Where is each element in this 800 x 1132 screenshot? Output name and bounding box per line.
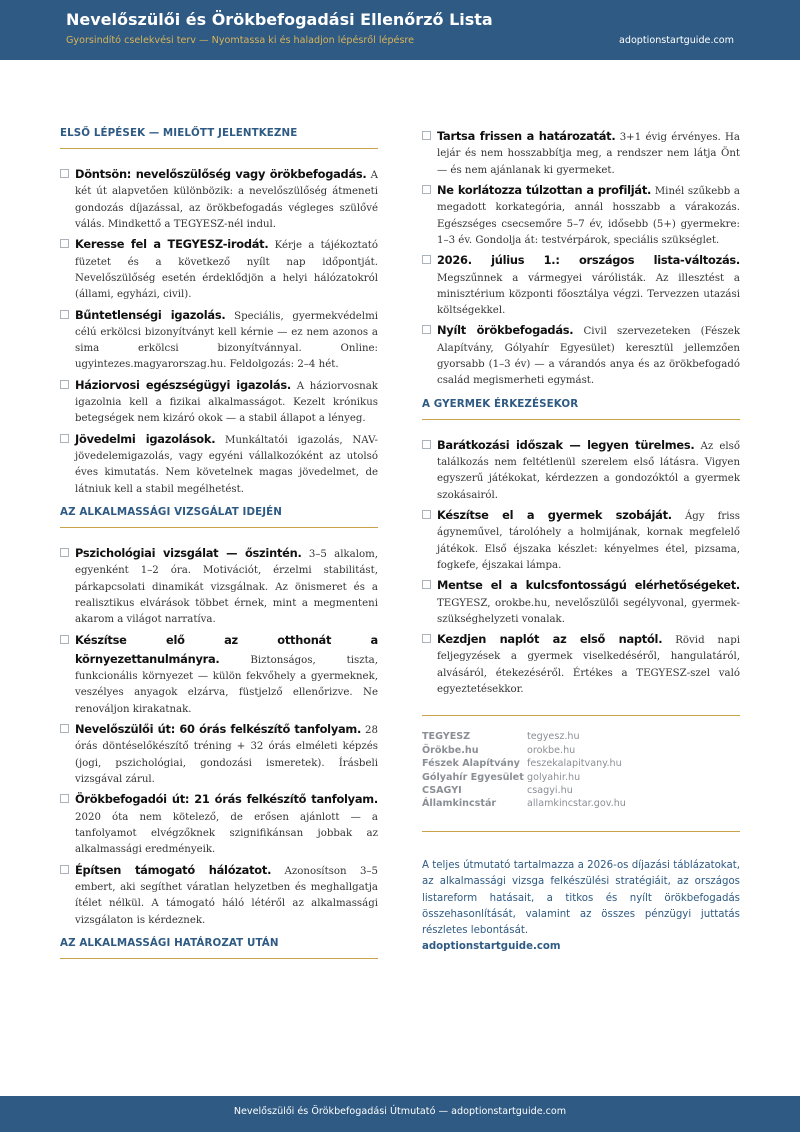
page-title: Nevelőszülői és Örökbefogadási Ellenőrző Lista [66, 10, 493, 29]
page-header [0, 0, 800, 60]
item-text: Civil szervezeteken (Fészek Alapítvány, Gólyahír Egyesület) keresztül jellemzően gyorsabb (1–3 év) — a várandós anya és az örökbefogadó család megismerheti egymást. [437, 326, 740, 387]
resource-url[interactable]: feszekalapitvany.hu [527, 758, 622, 770]
checklist-item [422, 576, 740, 628]
item-text: Az első találkozás nem feltétlenül szerelem első látásra. Vigyen egyszerű játékokat, kérdezzen a gondozóktól a gyermek szokásairól. [437, 440, 740, 501]
item-text: Azonosítson 3–5 embert, aki segíthet váratlan helyzetben és meghallgatja ítélet nélkül. A támogató háló létéről az alkalmassági vizsgálaton is kérdeznek. [75, 865, 379, 926]
checklist-item [422, 321, 740, 389]
resource-name: Államkincstár [422, 798, 497, 810]
item-title: Készítse el a gyermek szobáját. [437, 507, 672, 522]
checkbox-icon[interactable] [60, 239, 69, 248]
right-column [422, 127, 740, 956]
section-title: AZ ALKALMASSÁGI VIZSGÁLAT IDEJÉN [60, 506, 378, 528]
checkbox-icon[interactable] [60, 169, 69, 178]
item-title: Barátkozási időszak — legyen türelmes. [437, 437, 695, 452]
checklist-item [422, 181, 740, 249]
item-text: A háziorvosnak igazolnia kell a fizikai alkalmasságot. Kezelt krónikus betegségek nem kizáró okok — a stabil állapot a lényeg. [75, 380, 378, 425]
item-text: Munkáltatói igazolás, NAV-jövedelemigazolás, vagy egyéni vállalkozóként az utolsó éves kimutatás. Nem követelnek magas jövedelmet, de látniuk kell a stabil megélhetést. [75, 434, 378, 495]
footer-text: Nevelőszülői és Örökbefogadási Útmutató — adoptionstartguide.com [233, 1106, 567, 1117]
divider [422, 831, 740, 832]
checklist-item [422, 630, 740, 698]
item-title: 2026. július 1.: országos lista-változás. [437, 253, 740, 268]
resource-url[interactable]: orokbe.hu [527, 744, 576, 756]
item-text: 3–5 alkalom, egyenként 1–2 óra. Motivációt, érzelmi stabilitást, párkapcsolati dinamikát vizsgálnak. Az önismeret és a realisztikus elvárások többet érnek, mint a megmenteni akarom a világot narratíva. [75, 548, 378, 626]
divider [422, 715, 740, 716]
checkbox-icon[interactable] [60, 724, 69, 733]
checkbox-icon[interactable] [422, 580, 431, 589]
checkbox-icon[interactable] [422, 131, 431, 140]
section-title: A GYERMEK ÉRKEZÉSEKOR [422, 398, 740, 420]
promo-text: A teljes útmutató tartalmazza a 2026-os díjazási táblázatokat, az alkalmassági vizsga felkészülési stratégiáit, az országos listareform hatásait, a titkos és nyílt örökbefogadás összehasonlítását, valamint az összes pénzügyi juttatás részletes lebontását. [422, 859, 740, 937]
resource-name: Fészek Alapítvány [422, 758, 520, 770]
item-title: Bűntetlenségi igazolás. [75, 307, 226, 322]
resource-name: Örökbe.hu [422, 744, 479, 756]
checkbox-icon[interactable] [60, 548, 69, 557]
checklist-item [60, 544, 378, 629]
item-title: Nyílt örökbefogadás. [437, 323, 574, 338]
checklist-item [60, 235, 378, 303]
item-title: Pszichológiai vizsgálat — őszintén. [75, 545, 302, 560]
section-title: ELSŐ LÉPÉSEK — MIELŐTT JELENTKEZNE [60, 127, 378, 149]
item-text: Minél szűkebb a megadott korkategória, annál hosszabb a várakozás. Egészséges csecsemőre 5–7 év, idősebb (5+) gyermekre: 1–3 év. Gondolja át: testvérpárok, speciális szükséglet. [437, 185, 740, 246]
checkbox-icon[interactable] [422, 255, 431, 264]
item-title: Nevelőszülői út: 60 órás felkészítő tanfolyam. [75, 722, 362, 737]
checkbox-icon[interactable] [422, 185, 431, 194]
item-text: A két út alapvetően különbözik: a nevelőszülőség átmeneti gondozás díjazással, az örökbefogadás végleges szülővé válás. Mindkettő a TEGYESZ-nél indul. [75, 170, 378, 230]
item-text: Rövid napi feljegyzések a gyermek viselkedéséről, hangulatáról, alvásáról, étekezéséről. Értékes a TEGYESZ-szel való egyeztetésekkor. [437, 635, 740, 696]
item-text: Megszűnnek a vármegyei várólisták. Az illesztést a minisztérium központi főosztálya végzi. Tervezzen utazási költségekkel. [437, 272, 740, 317]
item-text: TEGYESZ, orokbe.hu, nevelőszülői segélyvonal, gyermek-szükséghelyzeti vonalak. [437, 597, 740, 625]
item-text: 2020 óta nem kötelező, de erősen ajánlott — a tanfolyamot elvégzőknek szignifikánsan jobbak az alkalmassági eredményeik. [75, 811, 378, 856]
item-title: Építsen támogató hálózatot. [75, 862, 272, 877]
checkbox-icon[interactable] [60, 434, 69, 443]
item-text: 3+1 évig érvényes. Ha lejár és nem hosszabbítja meg, a rendszer nem látja Önt — és nem ajánlanak ki gyermeket. [437, 132, 741, 176]
item-title: Ne korlátozza túlzottan a profilját. [437, 182, 652, 197]
item-title: Kezdjen naplót az első naptól. [437, 632, 663, 647]
resource-url[interactable]: allamkincstar.gov.hu [527, 798, 626, 810]
checklist-item [60, 430, 378, 498]
resource-name: CSAGYI [422, 785, 462, 797]
item-title: Mentse el a kulcsfontosságú elérhetőségeket. [437, 578, 740, 593]
checkbox-icon[interactable] [422, 634, 431, 643]
item-text: Speciális, gyermekvédelmi célú erkölcsi bizonyítványt kell kérnie — ez nem azonos a sima erkölcsi bizonyítvánnyal. Online: ugyintezes.magyarorszag.hu. Feldolgozás: 2–4 hét. [75, 310, 378, 371]
checkbox-icon[interactable] [60, 865, 69, 874]
checklist-item [422, 506, 740, 574]
resource-url[interactable]: golyahir.hu [527, 771, 581, 783]
checkbox-icon[interactable] [422, 440, 431, 449]
checkbox-icon[interactable] [60, 635, 69, 644]
item-title: Örökbefogadói út: 21 órás felkészítő tanfolyam. [75, 792, 378, 807]
checkbox-icon[interactable] [422, 510, 431, 519]
resource-url[interactable]: tegyesz.hu [527, 731, 580, 743]
page-footer [0, 1096, 800, 1132]
item-title: Jövedelmi igazolások. [75, 431, 216, 446]
item-text: 28 órás döntéselőkészítő tréning + 32 órás elméleti képzés (jogi, pszichológiai, gondozási ismeretek). Írásbeli vizsgával zárul. [75, 725, 378, 785]
checklist-item [422, 251, 740, 319]
checklist-item [60, 306, 378, 374]
section-title: AZ ALKALMASSÁGI HATÁROZAT UTÁN [60, 937, 378, 959]
item-text: Ágy friss ágyneművel, tárolóhely a holmijának, kornak megfelelő játékok. Első éjszaka készlet: kényelmes étel, pizsama, fogkefe, éjszakai lámpa. [437, 510, 740, 571]
checklist-item [422, 127, 740, 179]
resource-name: Gólyahír Egyesület [422, 771, 524, 783]
item-title: Keresse fel a TEGYESZ-irodát. [75, 237, 269, 252]
item-title: Készítse elő az otthonát a környezettanulmányra. [75, 632, 378, 666]
item-title: Döntsön: nevelőszülőség vagy örökbefogadás. [75, 167, 367, 181]
resource-url[interactable]: csagyi.hu [527, 785, 573, 797]
checkbox-icon[interactable] [60, 380, 69, 389]
checklist-item [422, 436, 740, 504]
checkbox-icon[interactable] [422, 325, 431, 334]
page-subtitle: Gyorsindító cselekvési terv — Nyomtassa ki és haladjon lépésről lépésre [66, 35, 415, 46]
checklist-item [60, 631, 378, 719]
item-text: Biztonságos, tiszta, funkcionális környezet — külön fekvőhely a gyermeknek, veszélyes anyagok elzárva, füstjelző ellenőrizve. Ne renováljon kirakatnak. [75, 654, 378, 715]
checkbox-icon[interactable] [60, 310, 69, 319]
header-site-link[interactable]: adoptionstartguide.com [618, 35, 734, 46]
checklist-item [60, 165, 378, 233]
checklist-item [60, 720, 378, 788]
item-text: Kérje a tájékoztató füzetet és a következő nyílt nap időpontját. Nevelőszülőség esetén érdeklődjön a helyi hálózatokról (állami, egyházi, civil). [75, 240, 378, 301]
resource-list [422, 730, 740, 811]
left-column [60, 127, 378, 975]
item-title: Tartsa frissen a határozatát. [437, 129, 616, 143]
checklist-item [60, 861, 378, 929]
checkbox-icon[interactable] [60, 794, 69, 803]
promo-link[interactable]: adoptionstartguide.com [422, 941, 561, 953]
item-title: Háziorvosi egészségügyi igazolás. [75, 377, 291, 392]
checklist-item [60, 376, 378, 428]
resource-name: TEGYESZ [422, 731, 471, 743]
checklist-item [60, 790, 378, 858]
